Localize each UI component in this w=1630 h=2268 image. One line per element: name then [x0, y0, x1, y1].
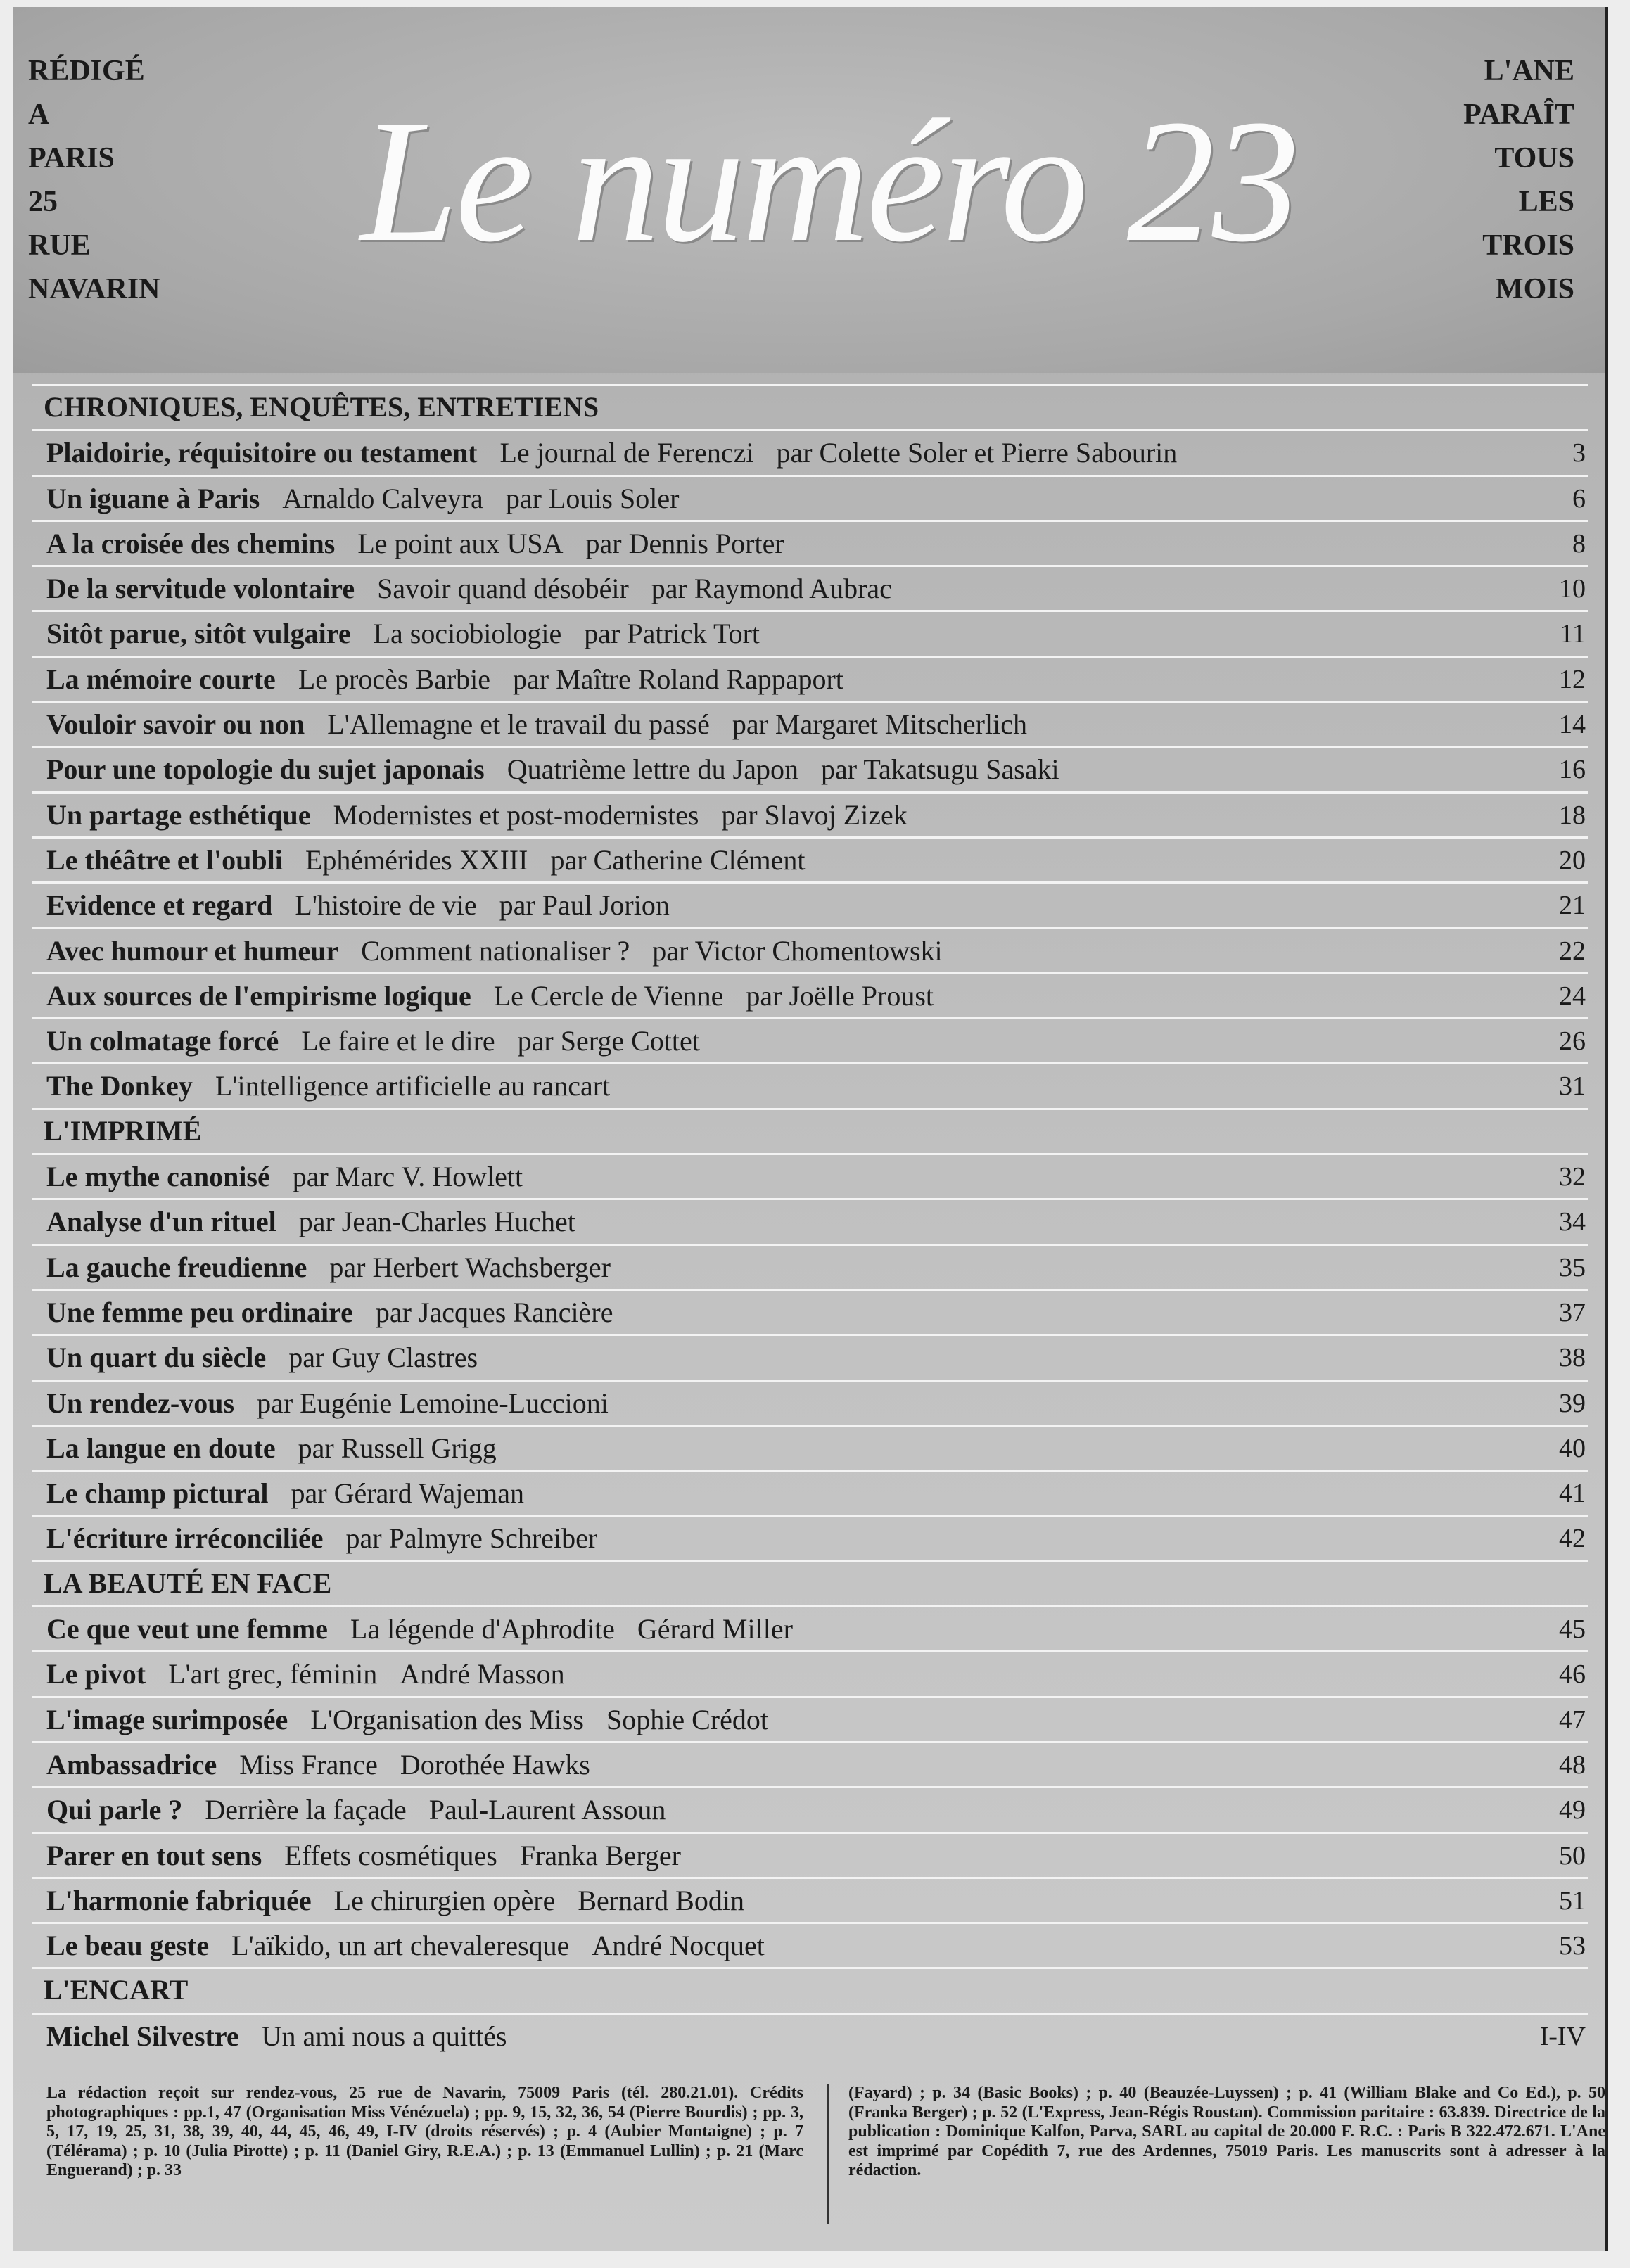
entry-author: par Palmyre Schreiber: [345, 1522, 598, 1555]
magazine-page: [13, 7, 1608, 2251]
entry-subtitle: Le point aux USA: [357, 527, 564, 559]
entry-title: Sitôt parue, sitôt vulgaire: [46, 618, 351, 650]
frequency-line: L'ANE: [1484, 55, 1574, 87]
entry-subtitle: Ephémérides XXIII: [305, 843, 528, 876]
toc-entry[interactable]: [32, 1515, 1588, 1560]
entry-author: par Margaret Mitscherlich: [732, 708, 1027, 741]
entry-author: par Slavoj Zizek: [721, 798, 908, 831]
toc-entry[interactable]: [32, 520, 1588, 565]
toc-entry[interactable]: [32, 927, 1588, 972]
entry-subtitle: Le chirurgien opère: [333, 1884, 556, 1916]
entry-page-number: 40: [1559, 1433, 1586, 1463]
entry-page-number: 26: [1559, 1026, 1586, 1057]
entry-author: par Joëlle Proust: [746, 979, 934, 1012]
toc-entry[interactable]: [32, 1198, 1588, 1243]
entry-page-number: 14: [1559, 710, 1586, 740]
entry-page-number: 45: [1559, 1614, 1586, 1645]
toc-entry[interactable]: [32, 1017, 1588, 1062]
entry-title: Vouloir savoir ou non: [46, 708, 305, 741]
entry-author: par Jacques Rancière: [375, 1296, 613, 1328]
entry-subtitle: Derrière la façade: [205, 1794, 407, 1826]
entry-page-number: 11: [1560, 619, 1586, 649]
entry-title: Evidence et regard: [46, 889, 273, 922]
entry-title: Ambassadrice: [46, 1748, 217, 1780]
entry-page-number: 53: [1559, 1931, 1586, 1961]
frequency-line: PARAÎT: [1463, 98, 1574, 131]
table-of-contents: [32, 384, 1588, 2058]
toc-entry[interactable]: [32, 565, 1588, 610]
toc-entry[interactable]: [32, 1832, 1588, 1877]
entry-page-number: 42: [1559, 1524, 1586, 1554]
masthead-right-frequency: [1463, 49, 1574, 311]
frequency-line: LES: [1518, 186, 1574, 218]
toc-entry[interactable]: [32, 1380, 1588, 1425]
entry-subtitle: L'Allemagne et le travail du passé: [327, 708, 710, 741]
entry-page-number: 48: [1559, 1750, 1586, 1780]
entry-title: L'image surimposée: [46, 1703, 288, 1735]
entry-author: par Maître Roland Rappaport: [513, 663, 843, 695]
entry-title: La mémoire courte: [46, 663, 276, 695]
frequency-line: TROIS: [1482, 229, 1574, 262]
entry-title: Avec humour et humeur: [46, 934, 339, 967]
toc-entry[interactable]: [32, 701, 1588, 746]
frequency-line: MOIS: [1495, 273, 1574, 305]
toc-entry[interactable]: [32, 1786, 1588, 1831]
entry-author: par Takatsugu Sasaki: [821, 753, 1059, 786]
entry-author: par Louis Soler: [505, 482, 680, 514]
entry-subtitle: Comment nationaliser ?: [361, 934, 630, 967]
toc-entry[interactable]: [32, 1605, 1588, 1650]
toc-entry[interactable]: [32, 1470, 1588, 1515]
entry-page-number: 3: [1572, 438, 1586, 469]
entry-author: par Marc V. Howlett: [292, 1161, 523, 1193]
credits-left: La rédaction reçoit sur rendez-vous, 25 rue de Navarin, 75009 Paris (tél. 280.21.01). Crédits photographiques : pp.1, 47 (Organisation Miss Vénézuela) ; pp. 9, 15, 32, 36, 54 (Pierre Bourdis) ; pp. 3, 5, 17, 19, 25, 31, 38, 39, 40, 44, 45, 46, 49, I-IV (droits réservés) ; p. 4 (Aubier Montaigne) ; p. 7 (Télérama) ; p. 10 (Julia Pirotte) ; p. 11 (Daniel Giry, R.E.A.) ; p. 13 (Emmanuel Lullin) ; p. 21 (Marc Enguerand) ; p. 33: [46, 2084, 803, 2179]
entry-page-number: 22: [1559, 936, 1586, 966]
entry-page-number: 49: [1559, 1795, 1586, 1826]
entry-author: par Eugénie Lemoine-Luccioni: [257, 1387, 609, 1419]
entry-subtitle: L'intelligence artificielle au rancart: [215, 1070, 611, 1102]
entry-page-number: 16: [1559, 755, 1586, 785]
address-line: PARIS: [28, 142, 115, 174]
toc-entry[interactable]: [32, 1922, 1588, 1967]
section-heading: L'ENCART: [32, 1967, 1588, 2012]
credits-divider: [827, 2084, 829, 2224]
entry-title: Le théâtre et l'oubli: [46, 843, 283, 876]
toc-entry[interactable]: [32, 1696, 1588, 1741]
entry-author: Franka Berger: [519, 1839, 681, 1871]
entry-subtitle: Le faire et le dire: [301, 1025, 495, 1057]
entry-subtitle: L'Organisation des Miss: [310, 1703, 584, 1735]
entry-title: De la servitude volontaire: [46, 573, 355, 605]
entry-page-number: 37: [1559, 1297, 1586, 1327]
entry-title: Pour une topologie du sujet japonais: [46, 753, 485, 786]
entry-title: Analyse d'un rituel: [46, 1206, 276, 1238]
entry-page-number: 21: [1559, 891, 1586, 921]
toc-entry[interactable]: [32, 1650, 1588, 1695]
toc-entry[interactable]: [32, 1425, 1588, 1470]
entry-title: Le beau geste: [46, 1930, 210, 1962]
toc-entry[interactable]: [32, 656, 1588, 701]
address-line: NAVARIN: [28, 273, 160, 305]
entry-author: André Masson: [400, 1658, 565, 1690]
entry-page-number: 47: [1559, 1705, 1586, 1735]
toc-entry[interactable]: [32, 791, 1588, 836]
entry-subtitle: Miss France: [239, 1748, 378, 1780]
entry-page-number: 32: [1559, 1162, 1586, 1192]
entry-title: Une femme peu ordinaire: [46, 1296, 353, 1328]
entry-author: par Victor Chomentowski: [652, 934, 943, 967]
issue-title: Le numéro 23: [360, 84, 1297, 279]
entry-author: André Nocquet: [592, 1930, 765, 1962]
entry-subtitle: L'art grec, féminin: [168, 1658, 378, 1690]
address-line: A: [28, 98, 50, 131]
toc-entry[interactable]: [32, 1244, 1588, 1289]
toc-entry[interactable]: [32, 1153, 1588, 1198]
entry-page-number: 24: [1559, 981, 1586, 1011]
entry-subtitle: Un ami nous a quittés: [261, 2020, 507, 2052]
entry-author: par Paul Jorion: [499, 889, 670, 922]
section-heading: L'IMPRIMÉ: [32, 1108, 1588, 1153]
entry-author: par Gérard Wajeman: [291, 1477, 524, 1510]
toc-entry[interactable]: [32, 1334, 1588, 1379]
entry-title: The Donkey: [46, 1070, 193, 1102]
entry-title: Un quart du siècle: [46, 1342, 267, 1374]
entry-subtitle: L'histoire de vie: [295, 889, 477, 922]
entry-page-number: 38: [1559, 1343, 1586, 1373]
entry-title: Parer en tout sens: [46, 1839, 262, 1871]
entry-author: par Catherine Clément: [550, 843, 806, 876]
address-line: 25: [28, 186, 58, 218]
entry-page-number: 41: [1559, 1479, 1586, 1509]
toc-entry[interactable]: [32, 610, 1588, 655]
masthead-left-address: [28, 49, 160, 311]
entry-author: par Russell Grigg: [298, 1432, 497, 1464]
entry-title: Le champ pictural: [46, 1477, 269, 1510]
entry-title: Le pivot: [46, 1658, 146, 1690]
entry-page-number: 34: [1559, 1207, 1586, 1237]
entry-subtitle: L'aïkido, un art chevaleresque: [231, 1930, 570, 1962]
entry-page-number: 50: [1559, 1840, 1586, 1871]
entry-page-number: I-IV: [1539, 2021, 1586, 2051]
entry-page-number: 6: [1572, 483, 1586, 514]
entry-title: L'écriture irréconciliée: [46, 1522, 324, 1555]
entry-author: par Herbert Wachsberger: [329, 1251, 611, 1283]
entry-title: Un partage esthétique: [46, 798, 311, 831]
entry-title: Un rendez-vous: [46, 1387, 235, 1419]
toc-entry[interactable]: [32, 1062, 1588, 1107]
entry-title: Michel Silvestre: [46, 2020, 239, 2052]
entry-title: Aux sources de l'empirisme logique: [46, 979, 471, 1012]
entry-author: Gérard Miller: [637, 1613, 793, 1645]
entry-title: L'harmonie fabriquée: [46, 1884, 312, 1916]
entry-title: Un iguane à Paris: [46, 482, 260, 514]
entry-author: par Jean-Charles Huchet: [298, 1206, 575, 1238]
entry-page-number: 51: [1559, 1885, 1586, 1916]
entry-subtitle: La sociobiologie: [373, 618, 562, 650]
entry-page-number: 20: [1559, 845, 1586, 875]
credits-right: (Fayard) ; p. 34 (Basic Books) ; p. 40 (Beauzée-Luyssen) ; p. 41 (William Blake and Co Ed.), p. 50 (Franka Berger) ; p. 52 (L'Express, Jean-Régis Roustan). Commission paritaire : 63.839. Directrice de la publication : Dominique Kalfon, Parva, SARL au capital de 20.000 F. R.C. : Paris B 322.472.671. L'Ane est imprimé par Copédith 7, rue des Ardennes, 75019 Paris. Les manuscrits sont à adresser à la rédaction.: [848, 2084, 1605, 2179]
entry-title: La langue en doute: [46, 1432, 276, 1464]
entry-subtitle: Quatrième lettre du Japon: [507, 753, 798, 786]
entry-subtitle: Le journal de Ferenczi: [499, 437, 754, 469]
toc-entry[interactable]: [32, 972, 1588, 1017]
entry-title: Plaidoirie, réquisitoire ou testament: [46, 437, 478, 469]
toc-entry[interactable]: [32, 1289, 1588, 1334]
entry-author: Paul-Laurent Assoun: [428, 1794, 666, 1826]
entry-author: par Raymond Aubrac: [651, 573, 892, 605]
toc-entry[interactable]: [32, 2013, 1588, 2058]
toc-entry[interactable]: [32, 881, 1588, 926]
entry-page-number: 12: [1559, 664, 1586, 694]
section-heading: LA BEAUTÉ EN FACE: [32, 1560, 1588, 1605]
address-line: RÉDIGÉ: [28, 55, 145, 87]
entry-author: Dorothée Hawks: [400, 1748, 590, 1780]
toc-entry[interactable]: [32, 746, 1588, 791]
entry-page-number: 46: [1559, 1659, 1586, 1690]
section-heading: CHRONIQUES, ENQUÊTES, ENTRETIENS: [32, 384, 1588, 429]
entry-title: Qui parle ?: [46, 1794, 183, 1826]
entry-page-number: 10: [1559, 574, 1586, 604]
entry-author: par Dennis Porter: [585, 527, 784, 559]
credits-block: [46, 2084, 1605, 2231]
entry-subtitle: Le Cercle de Vienne: [493, 979, 724, 1012]
entry-author: par Guy Clastres: [288, 1342, 478, 1374]
entry-subtitle: Savoir quand désobéir: [377, 573, 629, 605]
entry-page-number: 31: [1559, 1071, 1586, 1102]
entry-author: par Serge Cottet: [517, 1025, 700, 1057]
entry-subtitle: Le procès Barbie: [298, 663, 491, 695]
entry-author: par Patrick Tort: [584, 618, 760, 650]
address-line: RUE: [28, 229, 91, 262]
entry-subtitle: Modernistes et post-modernistes: [333, 798, 699, 831]
entry-title: A la croisée des chemins: [46, 527, 336, 559]
entry-page-number: 18: [1559, 800, 1586, 830]
entry-page-number: 39: [1559, 1388, 1586, 1418]
entry-page-number: 8: [1572, 528, 1586, 559]
entry-author: Bernard Bodin: [578, 1884, 744, 1916]
toc-entry[interactable]: [32, 429, 1588, 474]
entry-page-number: 35: [1559, 1252, 1586, 1282]
entry-author: Sophie Crédot: [606, 1703, 768, 1735]
entry-title: Un colmatage forcé: [46, 1025, 279, 1057]
entry-subtitle: Arnaldo Calveyra: [282, 482, 483, 514]
entry-subtitle: Effets cosmétiques: [284, 1839, 497, 1871]
entry-title: Le mythe canonisé: [46, 1161, 270, 1193]
entry-subtitle: La légende d'Aphrodite: [350, 1613, 615, 1645]
toc-entry[interactable]: [32, 475, 1588, 520]
entry-title: Ce que veut une femme: [46, 1613, 328, 1645]
entry-author: par Colette Soler et Pierre Sabourin: [776, 437, 1178, 469]
frequency-line: TOUS: [1494, 142, 1574, 174]
toc-entry[interactable]: [32, 1741, 1588, 1786]
entry-title: La gauche freudienne: [46, 1251, 307, 1283]
toc-entry[interactable]: [32, 1877, 1588, 1922]
toc-entry[interactable]: [32, 836, 1588, 881]
